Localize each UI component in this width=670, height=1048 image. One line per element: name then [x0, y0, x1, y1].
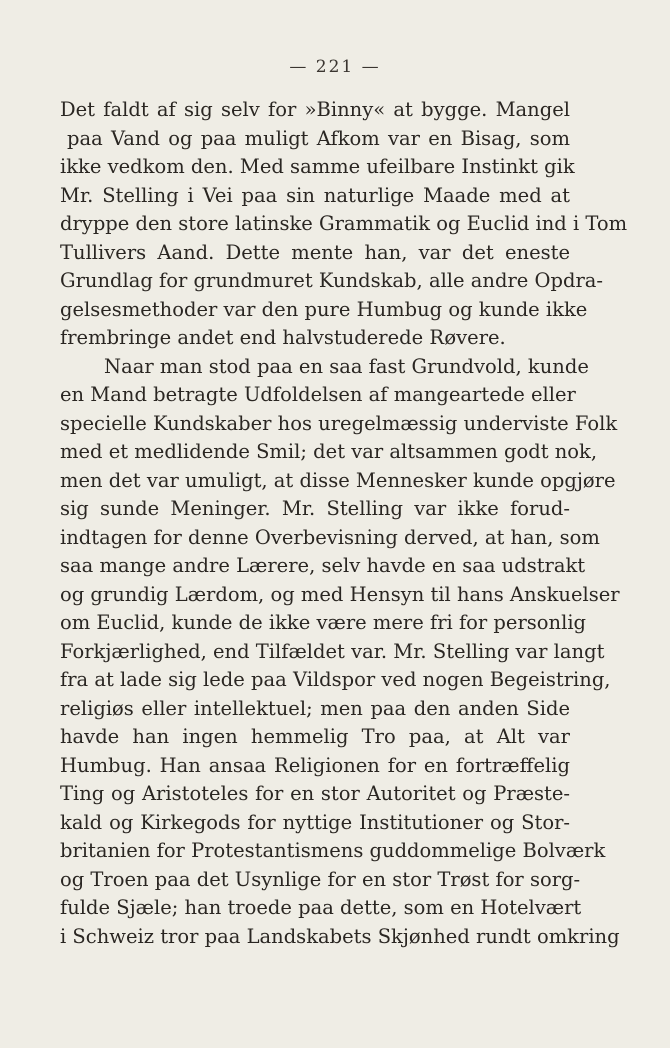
text-line: Forkjærlighed, end Tilfældet var. Mr. Stelling var langt [60, 639, 605, 663]
text-line: og grundig Lærdom, og med Hensyn til hans Anskuelser [60, 582, 620, 606]
text-line: Ting og Aristoteles for en stor Autoritet og Præste- [60, 782, 570, 805]
paragraph-2 [60, 353, 620, 952]
text-line: Tullivers Aand. Dette mente han, var det eneste [60, 240, 570, 264]
text-line: specielle Kundskaber hos uregelmæssig underviste Folk [60, 411, 618, 435]
body-text [60, 96, 628, 951]
text-line: paa Vand og paa muligt Afkom var en Bisag, som [67, 126, 570, 150]
text-line: Naar man stod paa en saa fast Grundvold, kunde [104, 354, 589, 378]
text-line: fra at lade sig lede paa Vildspor ved nogen Begeistring, [60, 668, 611, 691]
paragraph-1 [60, 96, 628, 353]
text-line: religiøs eller intellektuel; men paa den anden Side [60, 696, 570, 720]
text-line: om Euclid, kunde de ikke være mere fri for personlig [60, 611, 587, 634]
text-line: og Troen paa det Usynlige for en stor Trøst for sorg- [60, 867, 581, 891]
page-number: — 221 — [289, 57, 381, 77]
text-line: fulde Sjæle; han troede paa dette, som en Hotelvært [60, 896, 582, 919]
text-line: en Mand betragte Udfoldelsen af mangeartede eller [60, 383, 576, 406]
text-line: Grundlag for grundmuret Kundskab, alle andre Opdra- [60, 269, 603, 292]
text-line: Det faldt af sig selv for »Binny« at bygge. Mangel [60, 98, 570, 121]
text-line: britanien for Protestantismens guddommelige Bolværk [60, 839, 606, 862]
text-line: frembringe andet end halvstuderede Røvere. [60, 326, 506, 349]
text-line: dryppe den store latinske Grammatik og Euclid ind i Tom [60, 212, 628, 235]
text-line: Humbug. Han ansaa Religionen for en fortræffelig [60, 753, 570, 777]
text-line: saa mange andre Lærere, selv havde en saa udstrakt [60, 554, 586, 577]
text-line: ikke vedkom den. Med samme ufeilbare Instinkt gik [60, 155, 575, 178]
text-line: kald og Kirkegods for nyttige Institutioner og Stor- [60, 810, 570, 834]
text-line: sig sunde Meninger. Mr. Stelling var ikke forud- [60, 497, 570, 520]
text-line: i Schweiz tror paa Landskabets Skjønhed rundt omkring [60, 924, 620, 948]
text-line: men det var umuligt, at disse Mennesker kunde opgjøre [60, 468, 616, 492]
text-line: havde han ingen hemmelig Tro paa, at Alt var [60, 725, 570, 748]
text-line: med et medlidende Smil; det var altsammen godt nok, [60, 440, 598, 463]
text-line: indtagen for denne Overbevisning derved, at han, som [60, 525, 600, 549]
text-line: gelsesmethoder var den pure Humbug og kunde ikke [60, 297, 588, 321]
text-line: Mr. Stelling i Vei paa sin naturlige Maade med at [60, 183, 570, 207]
